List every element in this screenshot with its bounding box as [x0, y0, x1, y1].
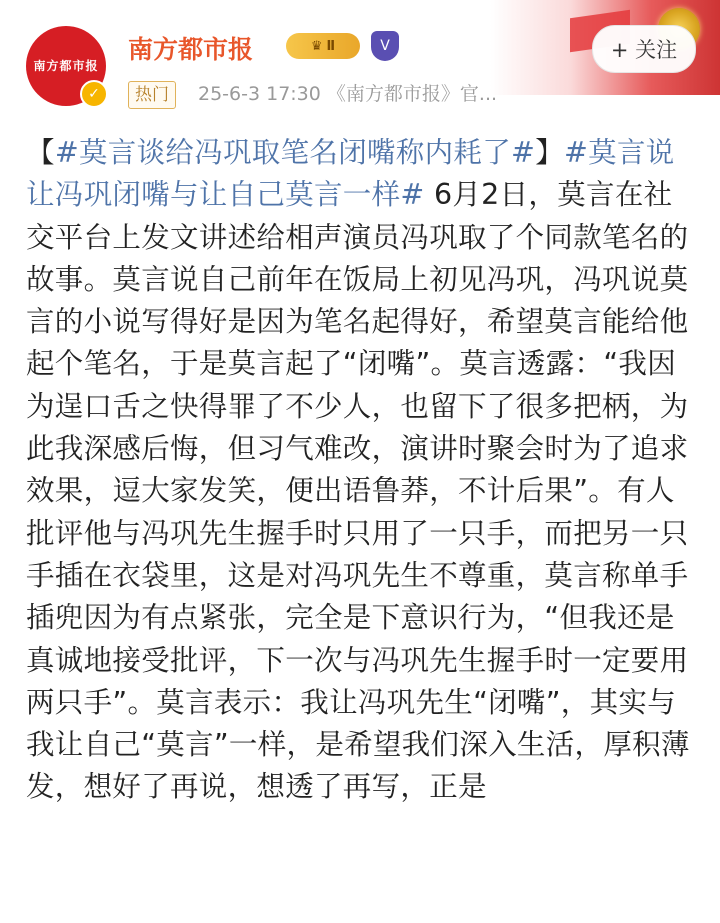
crown-badge-icon[interactable] — [286, 33, 360, 59]
post-body-text: 6月2日，莫言在社交平台上发文讲述给相声演员冯巩取了个同款笔名的故事。莫言说自己前年在饭局上初见冯巩，冯巩说莫言的小说写得好是因为笔名起得好，希望莫言能给他起个笔名，于是莫言起了“闭嘴”。莫言透露：“我因为逞口舌之快得罪了不少人，也留下了很多把柄，为此我深感后悔，但习气难改，演讲时聚会时为了追求效果，逗大家发笑，便出语鲁莽，不计后果”。有人批评他与冯巩先生握手时只用了一只手，而把另一只手插在衣袋里，这是对冯巩先生不尊重，莫言称单手插兜因为有点紧张，完全是下意识行为，“但我还是真诚地接受批评，下一次与冯巩先生握手时一定要用两只手”。莫言表示：我让冯巩先生“闭嘴”，其实与我让自己“莫言”一样，是希望我们深入生活，厚积薄发，想好了再说，想透了再写，正是 — [26, 178, 690, 804]
verified-icon: ✓ — [80, 80, 108, 108]
crown-badge-level: Ⅱ — [326, 38, 336, 54]
crown-icon: ♛ — [310, 38, 323, 54]
topic-link-1[interactable]: #莫言谈给冯巩取笔名闭嘴称内耗了# — [54, 136, 536, 169]
post-header — [0, 0, 720, 120]
topic-link-2[interactable]: #莫言说让冯巩闭嘴与让自己莫言一样# — [26, 136, 675, 212]
hot-tag: 热门 — [128, 81, 176, 109]
follow-button[interactable]: + 关注 — [592, 25, 696, 73]
post-meta: 25-6-3 17:30 《南方都市报》官... — [198, 83, 498, 105]
avatar-logo-text: 南方都市报 — [33, 59, 99, 73]
post-content — [26, 132, 696, 809]
shield-badge-icon[interactable]: V — [371, 31, 399, 61]
bracket-open: 【 — [26, 136, 55, 169]
bracket-close: 】 — [535, 136, 564, 169]
account-name[interactable]: 南方都市报 — [128, 35, 254, 64]
